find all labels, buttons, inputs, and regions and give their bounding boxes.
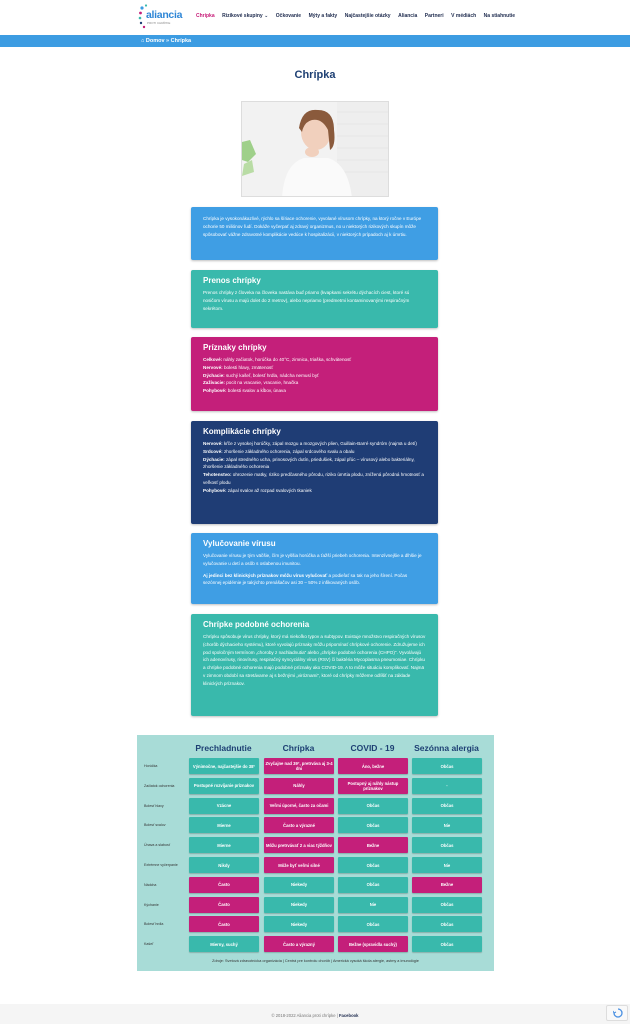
comparison-cell: Občas: [412, 837, 482, 853]
row-label: Kašeľ: [144, 942, 154, 947]
comparison-cell: Bežne (spravidla suchý): [338, 936, 408, 952]
nav-item-myty-a-fakty[interactable]: Mýty a fakty: [308, 13, 338, 19]
comparison-cell: Nikdy: [189, 857, 259, 873]
comparison-cell: Často a výrazné: [264, 817, 334, 833]
comparison-cell: Niekedy: [264, 916, 334, 932]
comparison-cell: Občas: [412, 897, 482, 913]
row-label: Bolesť hrdla: [144, 922, 164, 927]
breadcrumb-text[interactable]: Domov » Chrípka: [145, 38, 192, 44]
page-title: Chrípka: [294, 69, 336, 81]
breadcrumb[interactable]: [141, 38, 191, 44]
komplikacie-row: Tehotenstvo: ohrozenie matky, riziko predčasného pôrodu, riziko úmrtia plodu, znížená pôrodná hmotnosť a veľkosť plodu: [203, 472, 424, 485]
comparison-cell: Občas: [412, 936, 482, 952]
breadcrumb-bar: [0, 35, 630, 47]
row-label: Nádcha: [144, 882, 157, 887]
comparison-cell: Zvyčajne nad 39°, pretrváva aj 3-4 dni: [264, 758, 334, 774]
vylucovanie-title: Vylučovanie vírusu: [203, 539, 276, 548]
priznaky-title: Príznaky chrípky: [203, 343, 267, 352]
priznaky-row: Celkové: náhly začiatok, horúčka do 40°C, zimnica, triaška, schvátenosť: [203, 357, 352, 362]
comparison-cell: Občas: [338, 877, 408, 893]
comparison-cell: Často: [189, 877, 259, 893]
site-header: [0, 0, 630, 34]
comparison-cell: Niekedy: [264, 897, 334, 913]
comparison-cell: Nie: [412, 817, 482, 833]
intro-text: Chrípka je vysokonákazlivé, rýchlo sa šíriace ochorenie, vyvolané vírusom chrípky, na ktorý ročne v Európe ochorie 50 miliónov ľudí. Dokáže vyčerpať aj zdravý organizmus, no u niektorých rizikových skupín môže spôsobovať vážne zdravotné komplikácie vedúce k hospitalizácii, v niektorých prípadoch aj k úmrtiu.: [203, 216, 422, 237]
row-label: Bolesť hlavy: [144, 803, 164, 808]
comparison-cell: Občas: [338, 798, 408, 814]
komplikacie-row: Dýchacie: zápal stredného ucha, prinosových dutín, priedušiek, zápal pľúc – vírusový alebo bakteriálny, zhoršenie základného ochorenia: [203, 456, 415, 470]
comparison-cell: Často a výrazný: [264, 936, 334, 952]
nav-item-najcastejsie-otazky[interactable]: Najčastejšie otázky: [344, 13, 391, 19]
comparison-table: [137, 735, 494, 971]
nav-item-rizikove-skupiny[interactable]: Rizikové skupiny ⌄: [222, 13, 269, 19]
comparison-cell: Nie: [338, 897, 408, 913]
nav-item-ockovanie[interactable]: Očkovanie: [275, 13, 302, 19]
logo-tagline: PROTI CHRÍPKE: [147, 21, 171, 25]
nav-item-v-mediach[interactable]: V médiách: [451, 13, 477, 19]
comparison-cell: Občas: [338, 916, 408, 932]
comparison-cell: Niekedy: [264, 877, 334, 893]
row-label: Extrémne vyčerpanie: [144, 863, 178, 867]
hero-image: [241, 101, 389, 197]
nav-item-na-stiahnutie[interactable]: Na stiahnutie: [483, 13, 516, 19]
comparison-cell: Často: [189, 897, 259, 913]
facebook-link[interactable]: Facebook: [338, 1013, 359, 1018]
comparison-cell: Výnimočne, najčastejšie do 38°: [189, 758, 259, 774]
comparison-cell: Bežne: [338, 837, 408, 853]
logo-word: aliancia: [146, 9, 183, 21]
comparison-cell: Áno, bežne: [338, 758, 408, 774]
priznaky-card: [191, 337, 438, 411]
vylucovanie-text: Vylučovanie vírusu je tým väčšie, čím je vyššia horúčka a ťažší priebeh ochorenia. Intenzívnejšie a dlhšie je vylučovanie u detí a osôb s oslabenou imunitou.: [203, 553, 422, 566]
comparison-cell: Bežne: [412, 877, 482, 893]
comparison-cell: Občas: [412, 916, 482, 932]
comparison-cell: Občas: [412, 798, 482, 814]
comparison-cell: Môžu pretrvávať 2 a viac týždňov: [264, 837, 334, 853]
row-label: Kýchanie: [144, 902, 159, 907]
intro-card: [191, 207, 438, 260]
column-header: Sezónna alergia: [414, 743, 479, 753]
komplikacie-title: Komplikácie chrípky: [203, 427, 281, 436]
comparison-cell: Postupný aj náhly nástup príznakov: [338, 778, 408, 794]
comparison-cell: Môže byť veľmi silné: [264, 857, 334, 873]
row-label: Začiatok ochorenia: [144, 783, 175, 788]
vylucovanie-card: [191, 533, 438, 604]
row-label: Bolesť svalov: [144, 823, 166, 828]
recaptcha-badge[interactable]: [606, 1005, 628, 1021]
row-label: Horúčka: [144, 764, 158, 768]
komplikacie-card: [191, 421, 438, 524]
comparison-cell: Mierne: [189, 817, 259, 833]
column-header: Chrípka: [282, 743, 315, 753]
nav-item-partneri[interactable]: Partneri: [424, 13, 444, 19]
comparison-cell: Občas: [412, 758, 482, 774]
podobne-card: [191, 614, 438, 716]
comparison-cell: -: [412, 778, 482, 794]
comparison-cell: Náhly: [264, 778, 334, 794]
comparison-cell: Veľmi úporné, často za očami: [264, 798, 334, 814]
prenos-text: Prenos chrípky z človeka na človeka nastáva buď priamo (kvapkami sekrétu dýchacích ciest, ktoré sú nosičom vírusu a majú dolet do 2 metrov), alebo nepriamo (predmetmi kontaminovanými respiračným sekrétom.: [203, 290, 410, 311]
vylucovanie-text-2: Aj jedinci bez klinických príznakov môžu vírus vylučovať a podieľať sa tak na jeho šírení. Počas sezónnej epidémie je takýchto prenášačov asi 30 – 50% z infikovaných osôb.: [203, 572, 408, 586]
komplikacie-row: Nervové: kŕče z vysokej horúčky, zápal mozgu a mozgových plien, Guillain-Barré syndróm (najmä u detí): [203, 441, 417, 446]
row-label: Únava a slabosť: [144, 843, 171, 848]
main-nav: [196, 13, 523, 19]
comparison-cell: Občas: [338, 817, 408, 833]
podobne-text: Chrípku spôsobuje vírus chrípky, ktorý má niekoľko typov a subtypov. Existuje množstvo respiračných vírusov (chorôb dýchacieho systému), ktoré vyvolajú príznaky môžu pripomínať chrípkové ochorenie. Združujeme ich pod spoločným termínom „choroby z nachladnutia" alebo „chrípke podobné ochorenia (CHPO)". Vyvolávajú ich adenovírusy, rinovírusy, respiračný syncyciálny vírus (RSV) či baktéria Mycoplasma pneumoniae. Chrípku a chrípke podobné ochorenia majú podobné príznaky ako COVID-19. A to môže situáciu komplikovať. Najmä v zimnom období sa stretávame aj s bežnými „viróznami", ktoré od chrípky môžeme odlíšiť na základe klinických príznakov.: [203, 634, 426, 686]
nav-item-chripka[interactable]: Chrípka: [196, 13, 215, 19]
komplikacie-row: Pohybové: zápal svalov až rozpad svalových tkaniek: [203, 487, 312, 493]
site-footer: [0, 1004, 630, 1024]
comparison-cell: Postupné rozvíjanie príznakov: [189, 778, 259, 794]
comparison-cell: Občas: [338, 857, 408, 873]
home-icon: ⌂: [141, 38, 146, 44]
nav-item-aliancia[interactable]: Aliancia: [398, 13, 418, 19]
comparison-cell: Nie: [412, 857, 482, 873]
priznaky-row: Nervové: bolesti hlavy, zmätenosť: [203, 364, 274, 370]
comparison-cell: Vzácne: [189, 798, 259, 814]
comparison-cell: Mierny, suchý: [189, 936, 259, 952]
priznaky-row: Zažívacie: pocit na vracanie, vracanie, hnačka: [203, 380, 299, 386]
prenos-card: [191, 270, 438, 328]
table-source: Zdroje: Svetová zdravotnícka organizácia | Centrá pre kontrolu chorôb | Americká vysoká škola alergie, astmy a imunológie: [212, 959, 419, 963]
footer-copyright: © 2018-2022 Aliancia proti chrípke | Facebook: [271, 1013, 359, 1018]
recaptcha-icon: [613, 1008, 623, 1018]
comparison-cell: Mierne: [189, 837, 259, 853]
podobne-title: Chrípke podobné ochorenia: [203, 620, 310, 629]
column-header: COVID - 19: [350, 743, 395, 753]
prenos-title: Prenos chrípky: [203, 276, 261, 285]
site-logo[interactable]: [138, 4, 183, 30]
column-header: Prechladnutie: [195, 743, 252, 753]
comparison-cell: Často: [189, 916, 259, 932]
komplikacie-row: Srdcové: zhoršenie základného ochorenia, zápal srdcového svalu a obalu: [203, 448, 355, 454]
priznaky-row: Pohybové: bolesti svalov a kĺbov, únava: [203, 388, 286, 394]
priznaky-row: Dýchacie: suchý kašeľ, bolesť hrdla, nádcha nemusí byť: [203, 372, 319, 378]
